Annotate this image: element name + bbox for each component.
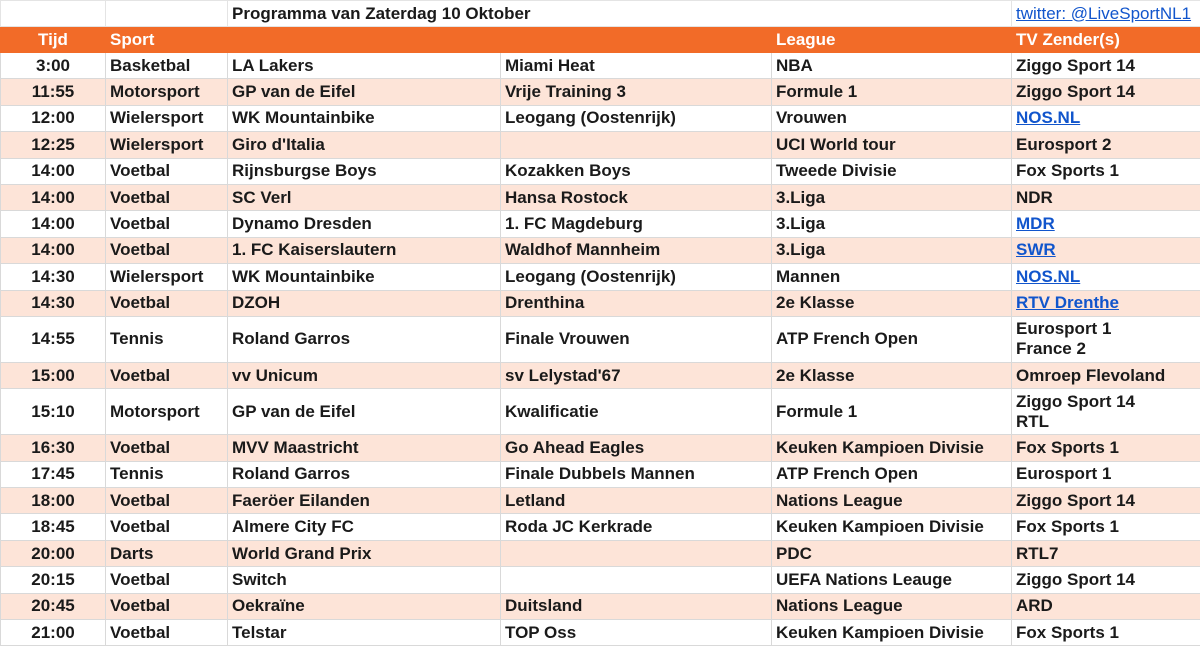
table-row [1,567,1200,593]
cell-time[interactable]: 14:00 [1,158,106,184]
cell-league[interactable]: Tweede Divisie [772,158,1012,184]
table-row [1,362,1200,388]
table-row [1,435,1200,461]
schedule-rows [1,53,1200,646]
table-row [1,237,1200,263]
cell-away[interactable]: Leogang (Oostenrijk) [501,105,772,131]
cell-home[interactable]: SC Verl [228,184,501,210]
title-row-empty-cell-1[interactable] [1,1,106,27]
cell-time[interactable]: 20:00 [1,540,106,566]
cell-tv[interactable] [1012,290,1200,316]
cell-league[interactable]: 2e Klasse [772,290,1012,316]
cell-tv[interactable]: Ziggo Sport 14 [1012,53,1200,79]
cell-time[interactable]: 12:00 [1,105,106,131]
cell-time[interactable]: 14:00 [1,237,106,263]
cell-tv[interactable]: Ziggo Sport 14 [1012,567,1200,593]
table-row [1,79,1200,105]
cell-league[interactable]: PDC [772,540,1012,566]
cell-league[interactable]: Keuken Kampioen Divisie [772,620,1012,646]
cell-home[interactable]: Rijnsburgse Boys [228,158,501,184]
cell-time[interactable]: 15:00 [1,362,106,388]
cell-league[interactable]: UEFA Nations Leauge [772,567,1012,593]
cell-time[interactable]: 16:30 [1,435,106,461]
tv-channel: Ziggo Sport 14 [1016,391,1135,411]
tv-channel: Eurosport 1 [1016,319,1112,339]
cell-away[interactable] [501,132,772,158]
page-title[interactable]: Programma van Zaterdag 10 Oktober [228,1,1012,27]
cell-sport[interactable]: Voetbal [106,184,228,210]
cell-league[interactable]: 3.Liga [772,237,1012,263]
cell-tv[interactable]: Ziggo Sport 14 [1012,79,1200,105]
cell-league[interactable]: Keuken Kampioen Divisie [772,514,1012,540]
cell-time[interactable]: 14:00 [1,184,106,210]
cell-tv[interactable]: Eurosport 2 [1012,132,1200,158]
table-row [1,316,1200,362]
cell-sport[interactable]: Basketbal [106,53,228,79]
cell-home[interactable]: Giro d'Italia [228,132,501,158]
cell-home[interactable]: Oekraïne [228,593,501,619]
tv-channel-link[interactable]: NOS.NL [1016,266,1081,286]
cell-league[interactable]: ATP French Open [772,461,1012,487]
cell-away[interactable]: TOP Oss [501,620,772,646]
table-row [1,488,1200,514]
table-row [1,461,1200,487]
cell-sport[interactable]: Voetbal [106,593,228,619]
cell-sport[interactable]: Voetbal [106,290,228,316]
cell-time[interactable]: 17:45 [1,461,106,487]
cell-away[interactable]: Miami Heat [501,53,772,79]
cell-league[interactable]: 3.Liga [772,184,1012,210]
cell-away[interactable] [501,567,772,593]
cell-home[interactable]: GP van de Eifel [228,389,501,435]
cell-tv[interactable] [1012,105,1200,131]
cell-home[interactable]: Roland Garros [228,316,501,362]
cell-tv[interactable]: Eurosport 1 [1012,461,1200,487]
tv-channel-link[interactable]: NOS.NL [1016,108,1081,128]
tv-channel-link[interactable]: MDR [1016,214,1055,234]
cell-sport[interactable]: Voetbal [106,362,228,388]
cell-home[interactable]: LA Lakers [228,53,501,79]
cell-league[interactable]: Nations League [772,593,1012,619]
cell-time[interactable]: 11:55 [1,79,106,105]
tv-channel-link[interactable]: RTV Drenthe [1016,293,1119,313]
cell-tv[interactable] [1012,211,1200,237]
cell-home[interactable]: World Grand Prix [228,540,501,566]
cell-league[interactable]: Formule 1 [772,389,1012,435]
cell-time[interactable]: 18:45 [1,514,106,540]
cell-away[interactable]: Waldhof Mannheim [501,237,772,263]
cell-time[interactable]: 12:25 [1,132,106,158]
cell-tv[interactable] [1012,237,1200,263]
cell-home[interactable]: Dynamo Dresden [228,211,501,237]
cell-time[interactable]: 14:55 [1,316,106,362]
cell-away[interactable]: Kwalificatie [501,389,772,435]
cell-sport[interactable]: Voetbal [106,158,228,184]
cell-away[interactable]: Drenthina [501,290,772,316]
cell-away[interactable]: Duitsland [501,593,772,619]
cell-tv[interactable]: NDR [1012,184,1200,210]
cell-sport[interactable]: Wielersport [106,105,228,131]
header-league[interactable]: League [772,27,1012,53]
cell-time[interactable]: 3:00 [1,53,106,79]
table-row [1,184,1200,210]
cell-time[interactable]: 18:00 [1,488,106,514]
cell-time[interactable]: 21:00 [1,620,106,646]
cell-sport[interactable]: Motorsport [106,389,228,435]
tv-channel-secondary: France 2 [1016,339,1086,359]
cell-away[interactable]: sv Lelystad'67 [501,362,772,388]
cell-tv[interactable] [1012,389,1200,435]
table-row [1,593,1200,619]
title-row-empty-cell-2[interactable] [106,1,228,27]
cell-tv[interactable]: Fox Sports 1 [1012,158,1200,184]
cell-sport[interactable]: Wielersport [106,264,228,290]
cell-sport[interactable]: Wielersport [106,132,228,158]
cell-home[interactable]: 1. FC Kaiserslautern [228,237,501,263]
cell-home[interactable]: Roland Garros [228,461,501,487]
cell-league[interactable]: Formule 1 [772,79,1012,105]
cell-sport[interactable]: Voetbal [106,435,228,461]
cell-away[interactable]: Finale Vrouwen [501,316,772,362]
cell-league[interactable]: Keuken Kampioen Divisie [772,435,1012,461]
cell-home[interactable]: MVV Maastricht [228,435,501,461]
cell-home[interactable]: Telstar [228,620,501,646]
cell-time[interactable]: 14:30 [1,264,106,290]
cell-home[interactable]: GP van de Eifel [228,79,501,105]
cell-league[interactable]: UCI World tour [772,132,1012,158]
table-row [1,389,1200,435]
table-row [1,540,1200,566]
cell-league[interactable]: Nations League [772,488,1012,514]
cell-sport[interactable]: Voetbal [106,514,228,540]
cell-away[interactable]: Kozakken Boys [501,158,772,184]
header-row [1,27,1200,53]
cell-sport[interactable]: Voetbal [106,620,228,646]
cell-league[interactable]: NBA [772,53,1012,79]
cell-time[interactable]: 20:45 [1,593,106,619]
cell-home[interactable]: Faeröer Eilanden [228,488,501,514]
cell-away[interactable]: Roda JC Kerkrade [501,514,772,540]
table-row [1,290,1200,316]
title-row [1,1,1200,27]
cell-time[interactable]: 14:30 [1,290,106,316]
tv-channel-link[interactable]: SWR [1016,240,1056,260]
twitter-link[interactable]: twitter: @LiveSportNL1 [1016,3,1192,23]
cell-tv[interactable] [1012,264,1200,290]
table-row [1,264,1200,290]
cell-home[interactable]: WK Mountainbike [228,105,501,131]
cell-tv[interactable]: Fox Sports 1 [1012,435,1200,461]
cell-tv[interactable]: Ziggo Sport 14 [1012,488,1200,514]
cell-away[interactable]: Finale Dubbels Mannen [501,461,772,487]
cell-time[interactable]: 20:15 [1,567,106,593]
cell-away[interactable]: Letland [501,488,772,514]
twitter-cell[interactable] [1012,1,1200,27]
cell-tv[interactable] [1012,316,1200,362]
tv-channel-secondary: RTL [1016,411,1050,431]
cell-league[interactable]: 3.Liga [772,211,1012,237]
cell-away[interactable] [501,540,772,566]
table-row [1,514,1200,540]
cell-time[interactable]: 14:00 [1,211,106,237]
cell-sport[interactable]: Tennis [106,316,228,362]
cell-sport[interactable]: Darts [106,540,228,566]
cell-tv[interactable]: Fox Sports 1 [1012,514,1200,540]
table-row [1,620,1200,646]
cell-league[interactable]: ATP French Open [772,316,1012,362]
cell-home[interactable]: WK Mountainbike [228,264,501,290]
cell-home[interactable]: vv Unicum [228,362,501,388]
table-row [1,211,1200,237]
header-away[interactable] [501,27,772,53]
cell-away[interactable]: Hansa Rostock [501,184,772,210]
cell-home[interactable]: Switch [228,567,501,593]
table-row [1,132,1200,158]
cell-sport[interactable]: Tennis [106,461,228,487]
header-home[interactable] [228,27,501,53]
header-tv[interactable]: TV Zender(s) [1012,27,1200,53]
table-row [1,158,1200,184]
cell-time[interactable]: 15:10 [1,389,106,435]
cell-sport[interactable]: Voetbal [106,567,228,593]
cell-tv[interactable]: RTL7 [1012,540,1200,566]
cell-sport[interactable]: Voetbal [106,488,228,514]
header-time[interactable]: Tijd [1,27,106,53]
cell-tv[interactable]: ARD [1012,593,1200,619]
cell-home[interactable]: DZOH [228,290,501,316]
cell-away[interactable]: Vrije Training 3 [501,79,772,105]
cell-tv[interactable]: Fox Sports 1 [1012,620,1200,646]
cell-league[interactable]: 2e Klasse [772,362,1012,388]
cell-sport[interactable]: Voetbal [106,211,228,237]
table-row [1,105,1200,131]
cell-league[interactable]: Mannen [772,264,1012,290]
cell-home[interactable]: Almere City FC [228,514,501,540]
cell-away[interactable]: Go Ahead Eagles [501,435,772,461]
cell-sport[interactable]: Voetbal [106,237,228,263]
table-row [1,53,1200,79]
cell-tv[interactable]: Omroep Flevoland [1012,362,1200,388]
cell-sport[interactable]: Motorsport [106,79,228,105]
cell-away[interactable]: Leogang (Oostenrijk) [501,264,772,290]
cell-away[interactable]: 1. FC Magdeburg [501,211,772,237]
cell-league[interactable]: Vrouwen [772,105,1012,131]
header-sport[interactable]: Sport [106,27,228,53]
